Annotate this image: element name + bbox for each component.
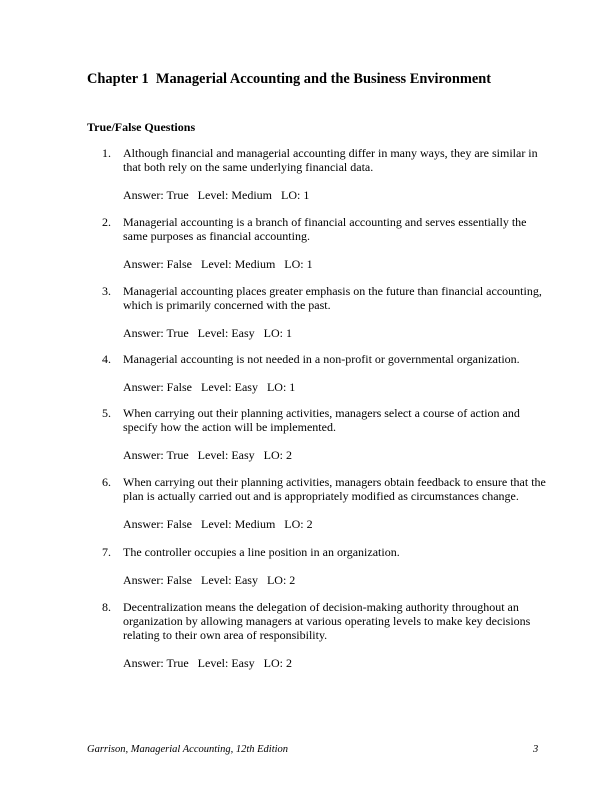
question-number: 3. bbox=[102, 284, 111, 298]
question-4 bbox=[87, 352, 547, 394]
question-number: 1. bbox=[102, 146, 111, 160]
question-answer: Answer: False Level: Medium LO: 2 bbox=[123, 517, 313, 531]
question-text: Managerial accounting is a branch of financial accounting and serves essentially the same purposes as financial accounting. bbox=[123, 215, 527, 243]
footer-source: Garrison, Managerial Accounting, 12th Edition bbox=[87, 744, 289, 755]
question-8 bbox=[87, 600, 547, 670]
question-number: 4. bbox=[102, 352, 111, 366]
question-number: 2. bbox=[102, 215, 111, 229]
question-number: 8. bbox=[102, 600, 111, 614]
footer-page-number: 3 bbox=[533, 744, 539, 755]
question-answer: Answer: True Level: Easy LO: 2 bbox=[123, 656, 292, 670]
question-number: 5. bbox=[102, 406, 111, 420]
question-text: Managerial accounting is not needed in a non-profit or governmental organization. bbox=[123, 352, 520, 366]
question-1 bbox=[87, 146, 547, 202]
question-answer: Answer: True Level: Easy LO: 1 bbox=[123, 326, 292, 340]
section-heading: True/False Questions bbox=[87, 120, 196, 134]
question-answer: Answer: False Level: Easy LO: 1 bbox=[123, 380, 296, 394]
question-7 bbox=[87, 545, 547, 587]
question-text: Decentralization means the delegation of decision-making authority throughout an organization by allowing managers at various operating levels to make key decisions relating to their own area of responsibility. bbox=[123, 600, 531, 642]
question-answer: Answer: False Level: Medium LO: 1 bbox=[123, 257, 313, 271]
question-5 bbox=[87, 406, 547, 462]
question-2 bbox=[87, 215, 547, 271]
question-answer: Answer: True Level: Easy LO: 2 bbox=[123, 448, 292, 462]
question-number: 7. bbox=[102, 545, 111, 559]
question-answer: Answer: False Level: Easy LO: 2 bbox=[123, 573, 296, 587]
question-text: Although financial and managerial accounting differ in many ways, they are similar in that both rely on the same underlying financial data. bbox=[123, 146, 538, 174]
question-6 bbox=[87, 475, 547, 531]
chapter-title: Chapter 1 Managerial Accounting and the Business Environment bbox=[87, 71, 492, 87]
question-text: When carrying out their planning activities, managers obtain feedback to ensure that the plan is actually carried out and is appropriately modified as circumstances change. bbox=[123, 475, 546, 503]
question-text: When carrying out their planning activities, managers select a course of action and specify how the action will be implemented. bbox=[123, 406, 520, 434]
question-text: The controller occupies a line position in an organization. bbox=[123, 545, 400, 559]
question-3 bbox=[87, 284, 547, 340]
question-text: Managerial accounting places greater emphasis on the future than financial accounting, which is primarily concerned with the past. bbox=[123, 284, 542, 312]
question-number: 6. bbox=[102, 475, 111, 489]
question-answer: Answer: True Level: Medium LO: 1 bbox=[123, 188, 310, 202]
